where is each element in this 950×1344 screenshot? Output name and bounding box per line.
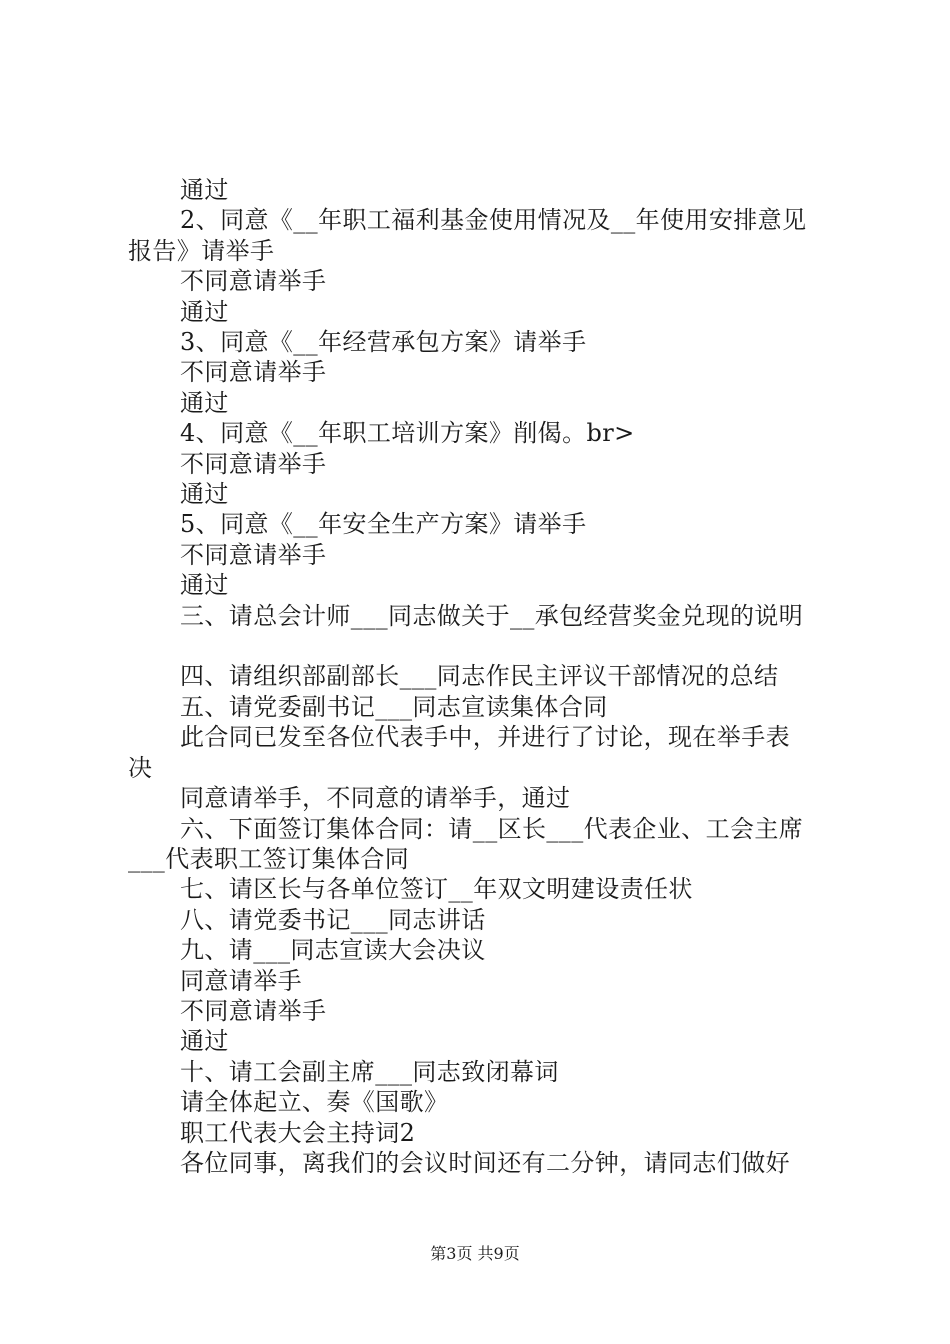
document-body — [128, 175, 834, 1178]
text-line: 不同意请举手 — [180, 358, 327, 387]
text-line: 通过 — [180, 571, 229, 600]
text-line: 请全体起立、奏《国歌》 — [180, 1088, 449, 1117]
text-line: 九、请___同志宣读大会决议 — [180, 936, 486, 965]
text-line: 八、请党委书记___同志讲话 — [180, 905, 486, 934]
paragraph-gap — [128, 631, 834, 661]
text-line: 四、请组织部副部长___同志作民主评议干部情况的总结 — [180, 662, 779, 691]
text-line: 六、下面签订集体合同：请__区长___代表企业、工会主席 — [180, 814, 804, 843]
text-line: 不同意请举手 — [180, 267, 327, 296]
text-line: 不同意请举手 — [180, 449, 327, 478]
text-line: ___代表职工签订集体合同 — [128, 844, 410, 873]
text-line: 4、同意《__年职工培训方案》削偈。br> — [180, 419, 635, 448]
text-line: 决 — [128, 753, 153, 782]
text-line: 2、同意《__年职工福利基金使用情况及__年使用安排意见 — [180, 206, 807, 235]
text-line: 职工代表大会主持词2 — [180, 1118, 416, 1147]
text-line: 此合同已发至各位代表手中，并进行了讨论，现在举手表 — [180, 723, 790, 752]
text-line: 不同意请举手 — [180, 540, 327, 569]
text-line: 通过 — [180, 297, 229, 326]
text-line: 同意请举手 — [180, 966, 302, 995]
text-line: 通过 — [180, 176, 229, 204]
text-line: 不同意请举手 — [180, 996, 327, 1025]
text-line: 通过 — [180, 1027, 229, 1056]
text-line: 七、请区长与各单位签订__年双文明建设责任状 — [180, 875, 693, 904]
text-line: 十、请工会副主席___同志致闭幕词 — [180, 1057, 559, 1086]
text-line: 通过 — [180, 480, 229, 509]
text-line: 报告》请举手 — [128, 236, 275, 265]
text-line: 3、同意《__年经营承包方案》请举手 — [180, 328, 587, 357]
text-line: 五、请党委副书记___同志宣读集体合同 — [180, 692, 608, 721]
text-line: 通过 — [180, 388, 229, 417]
text-line: 各位同事，离我们的会议时间还有二分钟，请同志们做好 — [180, 1148, 790, 1177]
page-number-footer: 第3页 共9页 — [430, 1244, 520, 1263]
text-line: 5、同意《__年安全生产方案》请举手 — [180, 510, 587, 539]
text-line: 三、请总会计师___同志做关于__承包经营奖金兑现的说明 — [180, 601, 804, 630]
text-line: 同意请举手，不同意的请举手，通过 — [180, 784, 571, 813]
